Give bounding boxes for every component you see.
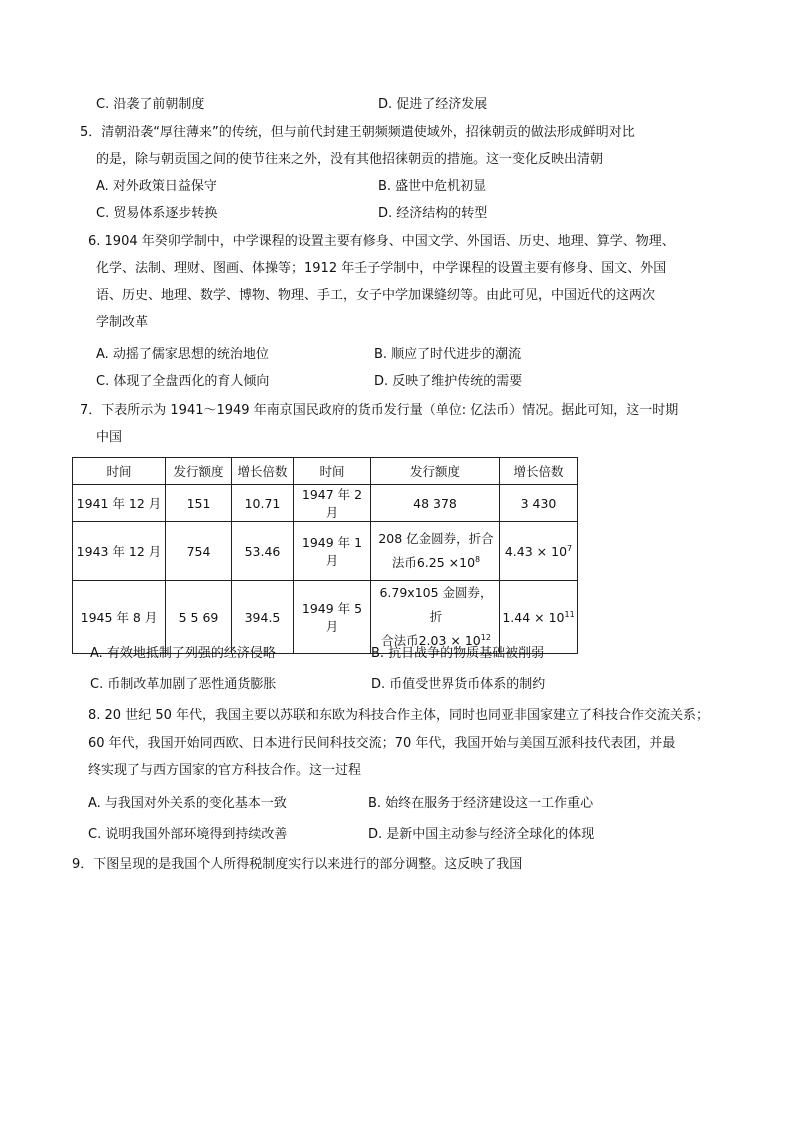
- q7-option-d: D. 币值受世界货币体系的制约: [371, 677, 546, 692]
- q5-option-c: C. 贸易体系逐步转换: [96, 206, 218, 221]
- cell-growth: 394.5: [232, 581, 294, 654]
- q5-option-d: D. 经济结构的转型: [378, 206, 488, 221]
- cell-amount: 48 378: [371, 485, 500, 522]
- cell-growth: 53.46: [232, 522, 294, 581]
- cell-amount-exponent: 12: [480, 632, 491, 642]
- q6-stem-line3: 语、历史、地理、数学、博物、物理、手工，女子中学加课缝纫等。由此可见，中国近代的这两次: [96, 288, 656, 303]
- cell-amount-line1: 6.79x105 金圆券，折: [379, 585, 493, 624]
- cell-amount: 754: [166, 522, 232, 581]
- q8-option-c: C. 说明我国外部环境得到持续改善: [88, 827, 288, 842]
- cell-time: 1943 年 12 月: [73, 522, 166, 581]
- header-amount-2: 发行额度: [371, 458, 500, 485]
- q8-option-a: A. 与我国对外关系的变化基本一致: [88, 796, 287, 811]
- q4-option-d: D. 促进了经济发展: [378, 97, 488, 112]
- cell-growth: 10.71: [232, 485, 294, 522]
- cell-amount-exponent: 8: [475, 554, 481, 564]
- cell-amount: 151: [166, 485, 232, 522]
- q6-option-d: D. 反映了维护传统的需要: [374, 374, 523, 389]
- cell-growth: [500, 581, 578, 654]
- q7-stem-line1: 7．下表所示为 1941～1949 年南京国民政府的货币发行量（单位: 亿法币）情况。据此可知，这一时期: [80, 403, 679, 418]
- header-growth-2: 增长倍数: [500, 458, 578, 485]
- header-growth-1: 增长倍数: [232, 458, 294, 485]
- table-row: [73, 522, 578, 581]
- q8-stem-line1: 8. 20 世纪 50 年代，我国主要以苏联和东欧为科技合作主体，同时也同亚非国家建立了科技合作交流关系；: [88, 708, 710, 723]
- cell-time: 1947 年 2 月: [294, 485, 371, 522]
- cell-growth: 3 430: [500, 485, 578, 522]
- cell-growth-exponent: 11: [564, 609, 575, 619]
- q7-stem-line2: 中国: [96, 430, 123, 445]
- q7-option-a: A. 有效地抵制了列强的经济侵略: [90, 646, 276, 661]
- cell-amount: [371, 522, 500, 581]
- header-amount-1: 发行额度: [166, 458, 232, 485]
- cell-time: 1949 年 5 月: [294, 581, 371, 654]
- cell-amount: [371, 581, 500, 654]
- q4-option-c: C. 沿袭了前朝制度: [96, 97, 205, 112]
- q9-stem-line1: 9．下图呈现的是我国个人所得税制度实行以来进行的部分调整。这反映了我国: [72, 857, 523, 872]
- q5-option-b: B. 盛世中危机初显: [378, 179, 487, 194]
- cell-growth-base: 4.43 × 10: [504, 543, 568, 559]
- q6-stem-line4: 学制改革: [96, 315, 149, 330]
- cell-time: 1949 年 1 月: [294, 522, 371, 581]
- cell-amount-base: 合法币2.03 × 10: [381, 633, 481, 648]
- q5-option-a: A. 对外政策日益保守: [96, 179, 217, 194]
- header-time-1: 时间: [73, 458, 166, 485]
- q8-stem-line2: 60 年代，我国开始同西欧、日本进行民间科技交流；70 年代，我国开始与美国互派科技代表团，并最: [88, 736, 676, 751]
- q6-option-c: C. 体现了全盘西化的育人倾向: [96, 374, 270, 389]
- cell-growth-exponent: 7: [567, 543, 573, 553]
- cell-growth: [500, 522, 578, 581]
- cell-time: 1941 年 12 月: [73, 485, 166, 522]
- cell-amount-line2: [375, 551, 497, 575]
- q6-stem-line1: 6. 1904 年癸卯学制中，中学课程的设置主要有修身、中国文学、外国语、历史、地理、算学、物理、: [88, 234, 675, 249]
- q6-option-b: B. 顺应了时代进步的潮流: [374, 347, 522, 362]
- cell-amount-line1: 208 亿金圆券，折合: [378, 531, 494, 546]
- header-time-2: 时间: [294, 458, 371, 485]
- cell-time: 1945 年 8 月: [73, 581, 166, 654]
- table-header-row: [73, 458, 578, 485]
- currency-issuance-table: [72, 457, 578, 654]
- cell-amount: 5 5 69: [166, 581, 232, 654]
- q5-stem-line1: 5．清朝沿袭“厚往薄来”的传统，但与前代封建王朝频频遣使域外，招徕朝贡的做法形成鲜明对比: [80, 125, 635, 140]
- table-row: [73, 485, 578, 522]
- cell-amount-base: 法币6.25 ×10: [391, 555, 476, 570]
- q5-stem-line2: 的是，除与朝贡国之间的使节往来之外，没有其他招徕朝贡的措施。这一变化反映出清朝: [96, 152, 604, 167]
- q8-option-d: D. 是新中国主动参与经济全球化的体现: [368, 827, 595, 842]
- cell-growth-base: 1.44 × 10: [502, 609, 565, 625]
- q6-option-a: A. 动摇了儒家思想的统治地位: [96, 347, 269, 362]
- q8-option-b: B. 始终在服务于经济建设这一工作重心: [368, 796, 594, 811]
- q6-stem-line2: 化学、法制、理财、图画、体操等；1912 年壬子学制中，中学课程的设置主要有修身、国文、外国: [96, 261, 667, 276]
- q7-option-c: C. 币制改革加剧了恶性通货膨胀: [90, 677, 277, 692]
- q7-option-b: B. 抗日战争的物质基础被削弱: [371, 646, 545, 661]
- table-row: [73, 581, 578, 654]
- q8-stem-line3: 终实现了与西方国家的官方科技合作。这一过程: [88, 763, 362, 778]
